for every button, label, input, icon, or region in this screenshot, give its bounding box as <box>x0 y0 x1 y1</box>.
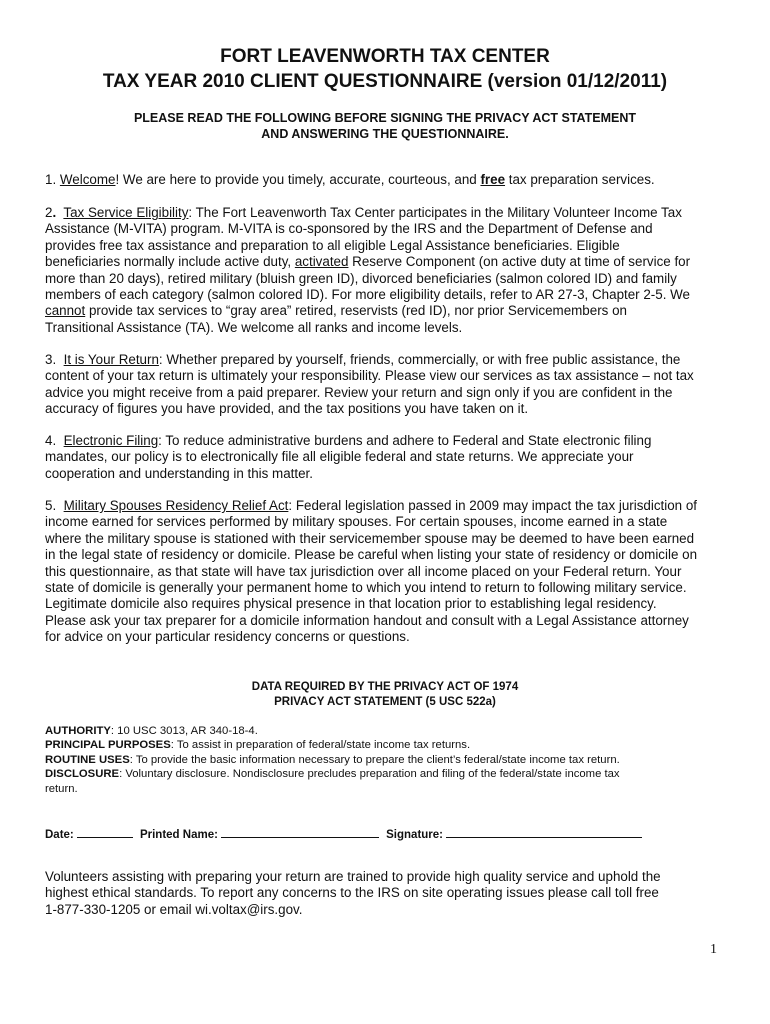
footer-text: Volunteers assisting with preparing your return are trained to provide high quality service and uphold the <box>45 869 661 884</box>
signature-field[interactable] <box>446 827 642 838</box>
printed-name-field[interactable] <box>221 827 379 838</box>
section-residency-relief <box>45 498 735 646</box>
signature-label: Signature: <box>386 829 444 841</box>
section-your-return <box>45 352 735 418</box>
purposes-text: : To assist in preparation of federal/state income tax returns. <box>170 739 471 752</box>
section-text: provides free tax assistance and preparation to all eligible Legal Assistance beneficiaries. Eligible <box>45 237 620 253</box>
section-heading: Welcome <box>59 172 116 187</box>
emphasis-free: free <box>480 172 506 187</box>
section-text: Legitimate domicile also requires physical presence in that location prior to establishing legal residency. <box>45 596 657 612</box>
section-text: Reserve Component (on active duty at time of service for <box>348 254 691 270</box>
section-heading: Electronic Filing <box>63 433 159 448</box>
section-text: beneficiaries normally include active duty, <box>45 254 295 270</box>
section-number: 2 <box>45 205 53 220</box>
section-text: ! We are here to provide you timely, accurate, courteous, and <box>115 172 481 187</box>
section-number: 3. <box>45 352 57 367</box>
section-text: : Whether prepared by yourself, friends, commercially, or with free public assistance, the <box>158 352 681 367</box>
section-text: content of your tax return is ultimately your responsibility. Please view our services as tax assistance – not tax <box>45 368 694 384</box>
privacy-heading: DATA REQUIRED BY THE PRIVACY ACT OF 1974 <box>251 681 519 693</box>
section-text: state of domicile is generally your permanent home to which you intend to return to following military service. <box>45 580 687 596</box>
section-text: income earned for services performed by military spouses. For certain spouses, income earned in a state <box>45 514 668 530</box>
section-number-dot: . <box>52 205 57 220</box>
privacy-statement <box>45 724 735 796</box>
authority-label: AUTHORITY <box>45 725 111 737</box>
section-text: members of each category (salmon colored ID). For more eligibility details, refer to AR 27-3, Chapter 2-5. We <box>45 287 690 303</box>
section-text: where the military spouse is stationed with their servicemember spouse may be deemed to have been earned <box>45 530 695 546</box>
document-subtitle: TAX YEAR 2010 CLIENT QUESTIONNAIRE (version 01/12/2011) <box>102 71 668 92</box>
privacy-subheading: PRIVACY ACT STATEMENT (5 USC 522a) <box>274 696 496 708</box>
disclosure-text: : Voluntary disclosure. Nondisclosure precludes preparation and filing of the federal/state income tax <box>119 768 620 781</box>
emphasis-cannot: cannot <box>45 303 86 319</box>
section-number: 1. <box>45 172 57 187</box>
section-text: accuracy of figures you have provided, and the tax positions you have taken on it. <box>45 401 529 417</box>
signature-row <box>45 827 646 841</box>
section-electronic-filing <box>45 433 735 482</box>
section-text: more than 20 days), retired military (bluish green ID), divorced beneficiaries (salmon colored ID) and family <box>45 270 677 286</box>
routine-uses-text: : To provide the basic information necessary to prepare the client’s federal/state income tax return. <box>129 753 620 766</box>
section-text: in the legal state of residency or domicile. Please be careful when listing your state of residency or domicile on <box>45 547 698 563</box>
section-text: Transitional Assistance (TA). We welcome all ranks and income levels. <box>45 319 463 335</box>
section-heading: Tax Service Eligibility <box>63 205 189 220</box>
page-number: 1 <box>710 942 717 957</box>
date-label: Date: <box>45 829 74 841</box>
footer-note <box>45 869 735 918</box>
notice-line-2: AND ANSWERING THE QUESTIONNAIRE. <box>261 127 509 141</box>
authority-text: : 10 USC 3013, AR 340-18-4. <box>110 725 258 737</box>
section-heading: Military Spouses Residency Relief Act <box>63 498 289 513</box>
section-text: Please ask your tax preparer for a domicile information handout and consult with a Legal Assistance attorney <box>45 612 689 628</box>
purposes-label: PRINCIPAL PURPOSES <box>45 739 171 752</box>
printed-name-label: Printed Name: <box>139 829 218 841</box>
section-text: tax preparation services. <box>505 172 655 187</box>
emphasis-activated: activated <box>294 254 349 270</box>
section-welcome <box>45 172 735 188</box>
section-text: mandates, our policy is to electronically file all eligible federal and state returns. We appreciate your <box>45 449 634 465</box>
section-text: : To reduce administrative burdens and adhere to Federal and State electronic filing <box>158 433 652 448</box>
date-field[interactable] <box>77 827 133 838</box>
footer-text: 1-877-330-1205 or email wi.voltax@irs.gov. <box>45 901 303 917</box>
notice-line-1: PLEASE READ THE FOLLOWING BEFORE SIGNING THE PRIVACY ACT STATEMENT <box>133 111 637 125</box>
section-number: 4. <box>45 433 57 448</box>
section-eligibility <box>45 205 735 336</box>
disclosure-text: return. <box>45 782 78 795</box>
section-number: 5. <box>45 498 57 513</box>
section-text: provide tax services to “gray area” retired, reservists (red ID), nor prior Servicemembers on <box>85 303 627 319</box>
section-text: for advice on your particular residency concerns or questions. <box>45 629 410 645</box>
section-text: : The Fort Leavenworth Tax Center participates in the Military Volunteer Income Tax <box>188 205 682 220</box>
section-text: cooperation and understanding in this matter. <box>45 465 313 481</box>
footer-text: highest ethical standards. To report any concerns to the IRS on site operating issues please call toll free <box>45 885 659 901</box>
section-heading: It is Your Return <box>63 352 159 367</box>
section-text: this questionnaire, as that state will have tax jurisdiction over all income placed on your Federal return. Your <box>45 563 682 579</box>
document-title: FORT LEAVENWORTH TAX CENTER <box>220 46 550 67</box>
section-text: advice you might receive from a paid preparer. Review your return and sign only if you are confident in the <box>45 384 673 400</box>
section-text: Assistance (M-VITA) program. M-VITA is co-sponsored by the IRS and the Department of Defense and <box>45 221 653 237</box>
disclosure-label: DISCLOSURE <box>45 768 120 781</box>
routine-uses-label: ROUTINE USES <box>45 753 130 766</box>
section-text: : Federal legislation passed in 2009 may impact the tax jurisdiction of <box>288 498 698 513</box>
